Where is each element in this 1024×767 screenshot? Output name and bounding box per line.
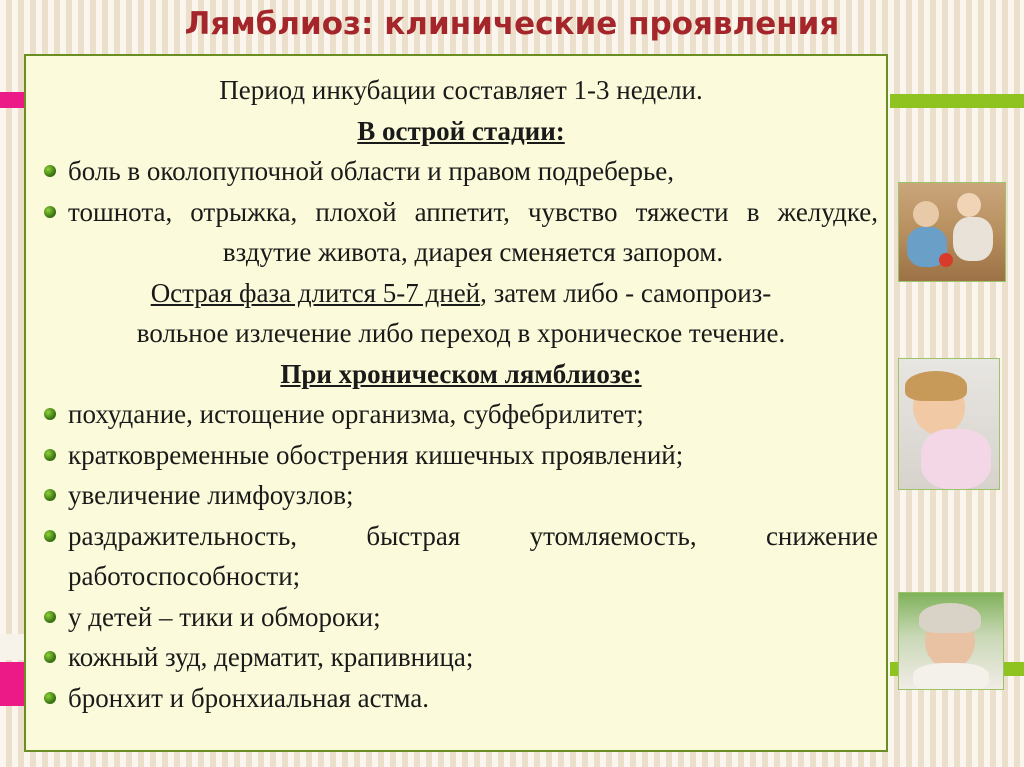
decor-stripe-pink-bottom (0, 662, 24, 706)
bullet-icon (44, 165, 56, 177)
sick-child-photo (898, 358, 1000, 490)
acute-heading: В острой стадии: (357, 115, 565, 146)
bullet-icon (44, 206, 56, 218)
list-item: тошнота, отрыжка, плохой аппетит, чувство тяжести в желудке, вздутие живота, диарея сменяется запором. (44, 192, 878, 273)
incubation-text: Период инкубации составляет 1-3 недели. (219, 75, 703, 105)
list-item: боль в околопупочной области и правом подреберье, (44, 151, 878, 192)
list-item: кратковременные обострения кишечных проявлений; (44, 435, 878, 476)
decor-stripe-pink (0, 92, 24, 108)
decor-stripe-green (890, 94, 1024, 108)
children-playing-photo (898, 182, 1006, 282)
decor-stripe-white (0, 634, 24, 660)
content-panel (24, 54, 888, 752)
acute-phase-line (44, 273, 878, 314)
bullet-icon (44, 651, 56, 663)
list-item: раздражительность, быстрая утомляемость, снижение работоспособности; (44, 516, 878, 597)
list-item: похудание, истощение организма, субфебрилитет; (44, 394, 878, 435)
list-item: у детей – тики и обмороки; (44, 597, 878, 638)
chronic-heading: При хроническом лямблиозе: (280, 358, 642, 389)
list-item: кожный зуд, дерматит, крапивница; (44, 637, 878, 678)
bullet-icon (44, 530, 56, 542)
bullet-icon (44, 692, 56, 704)
bullet-icon (44, 611, 56, 623)
slide-title: Лямблиоз: клинические проявления (184, 6, 840, 42)
bullet-icon (44, 449, 56, 461)
list-item: бронхит и бронхиальная астма. (44, 678, 878, 719)
bullet-icon (44, 489, 56, 501)
acute-phase-underlined: Острая фаза длится 5-7 дней (150, 277, 481, 308)
acute-phase-rest: , затем либо - самопроиз- (480, 277, 772, 308)
bullet-icon (44, 408, 56, 420)
list-item: увеличение лимфоузлов; (44, 475, 878, 516)
acute-phase-line2: вольное излечение либо переход в хроническое течение. (136, 318, 786, 348)
woman-headache-photo (898, 592, 1004, 690)
